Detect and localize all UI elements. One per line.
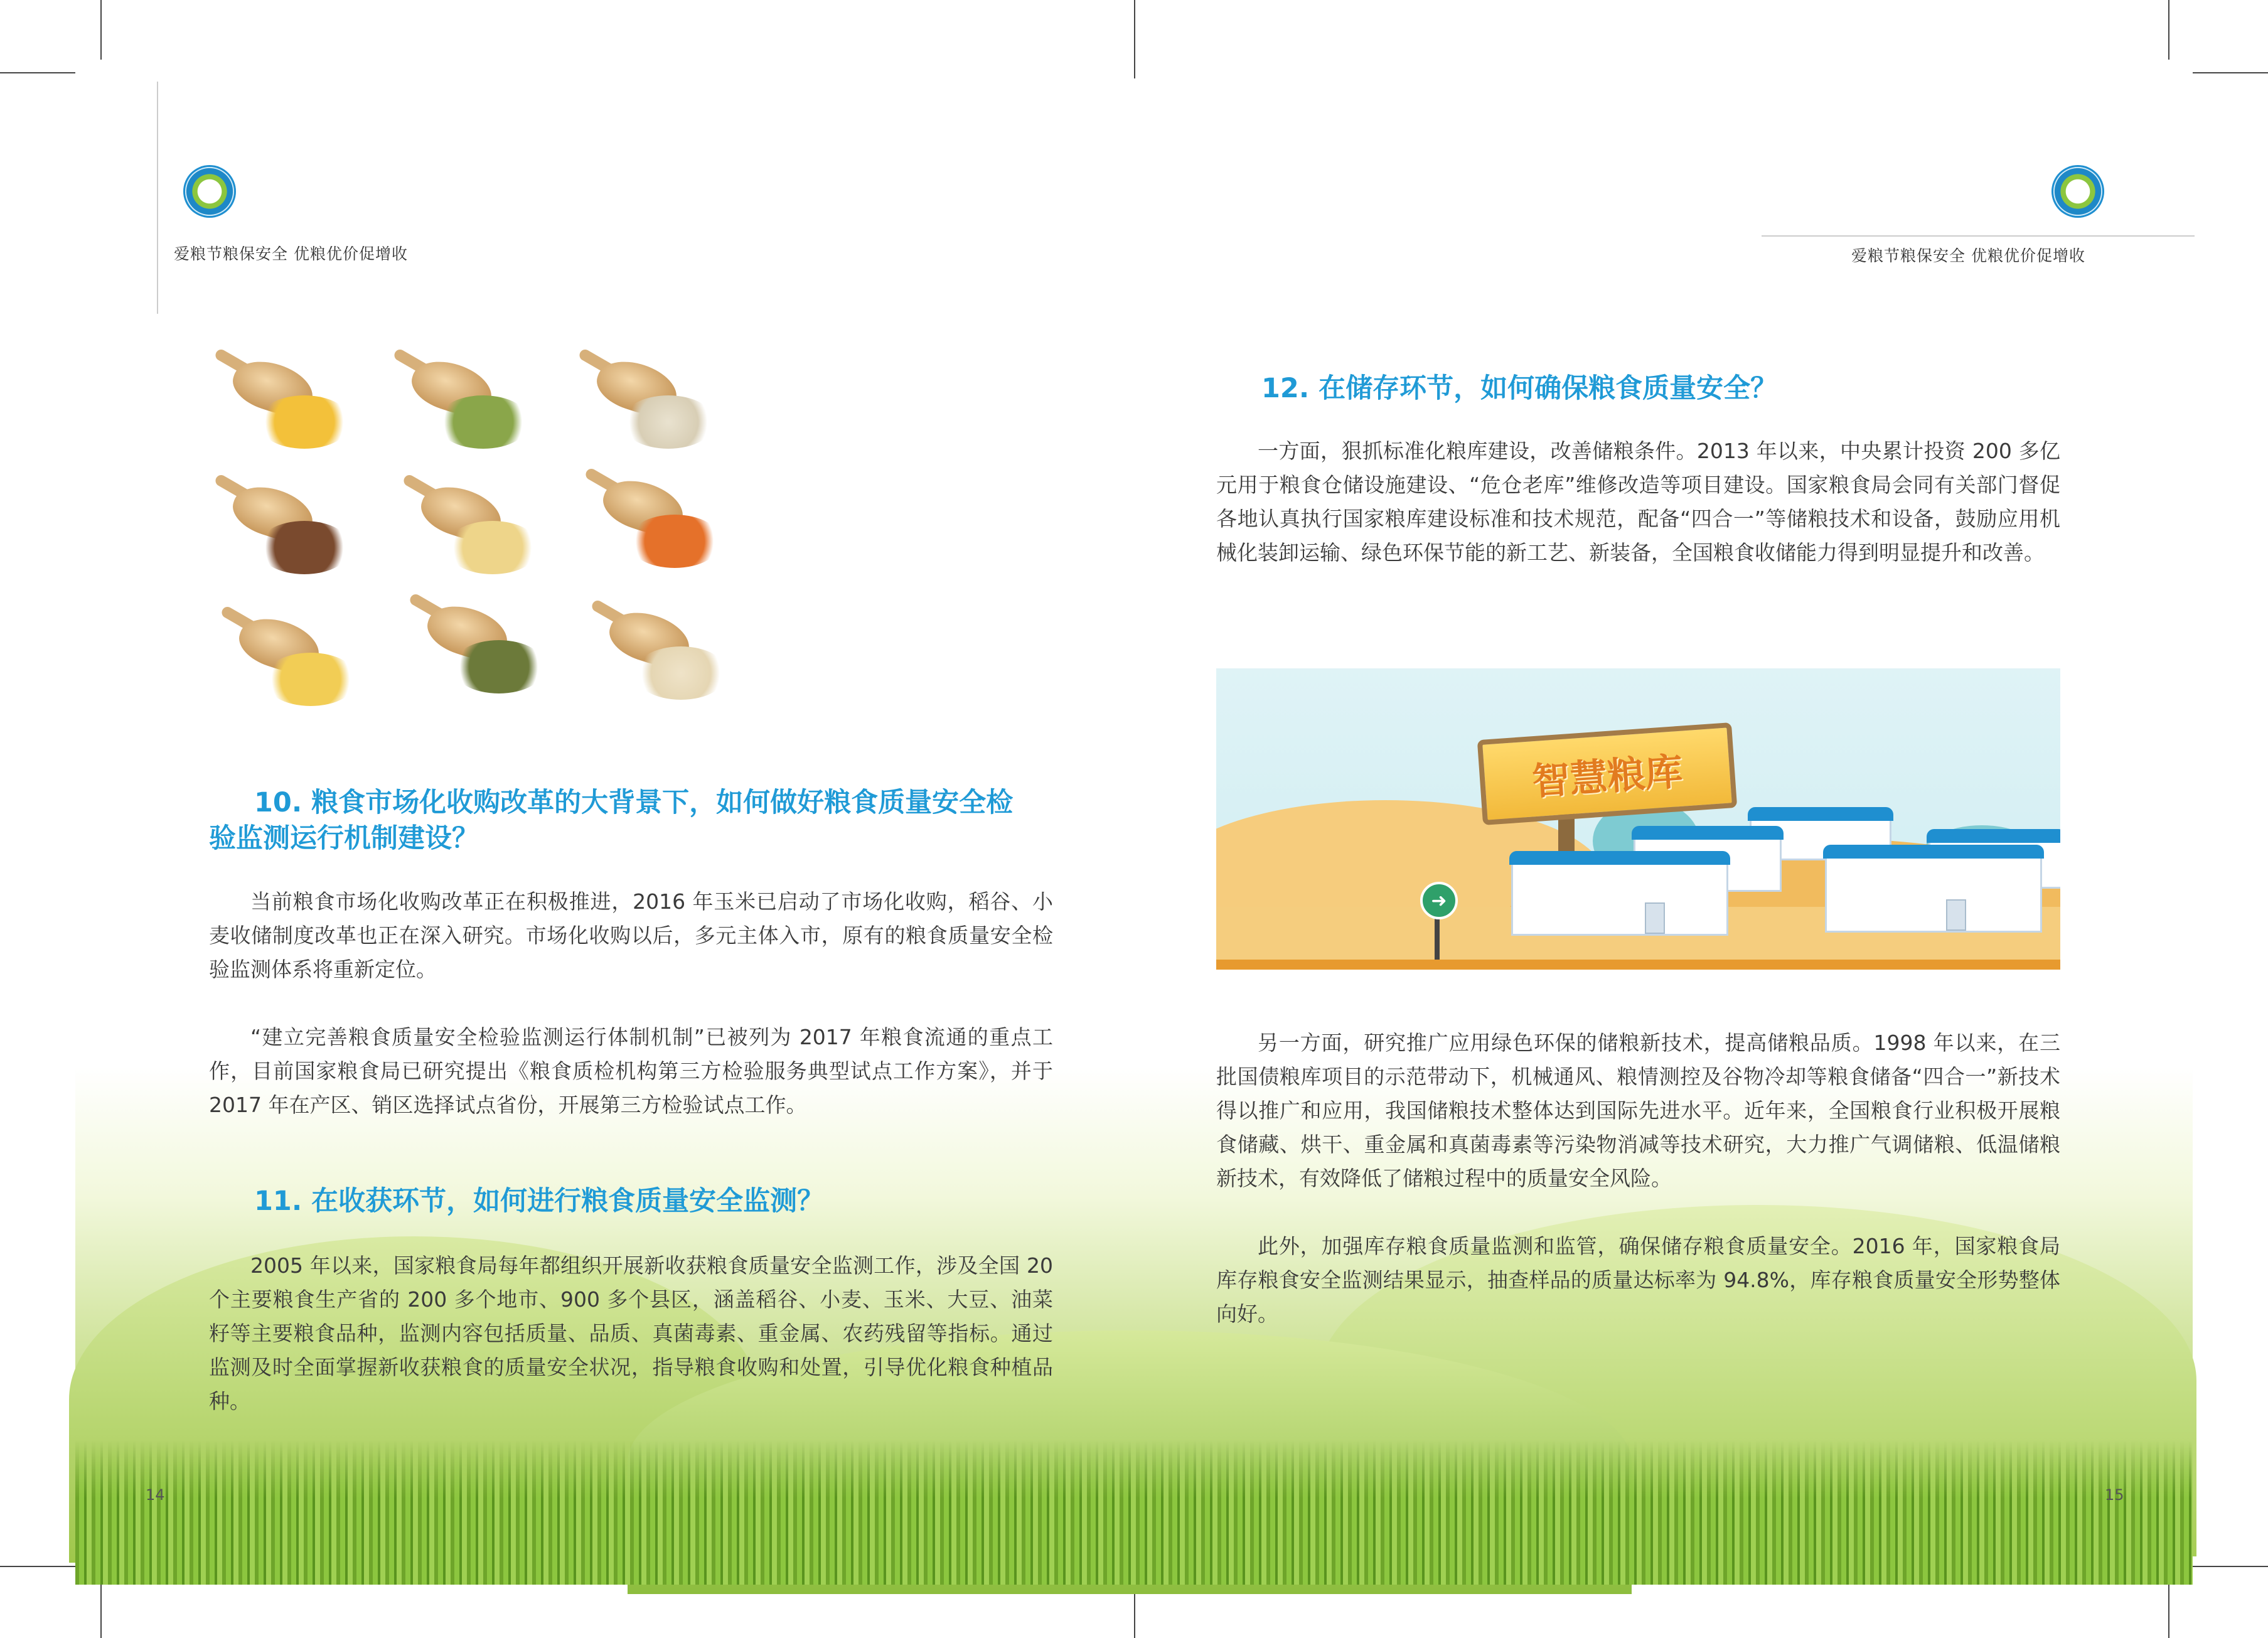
header-slogan: 爱粮节粮保安全 优粮优价促增收: [174, 245, 408, 263]
paragraph: 当前粮食市场化收购改革正在积极推进，2016 年玉米已启动了市场化收购，稻谷、小麦收储制度改革也正在深入研究。市场化收购以后，多元主体入市，原有的粮食质量安全检验监测体系将重新定位。: [209, 889, 1053, 982]
section-10-body: [209, 885, 1053, 1122]
grain-scoop: [220, 609, 364, 715]
grain-logo-icon: [183, 165, 236, 218]
page-number: 15: [2105, 1486, 2124, 1504]
section-12-title: 12. 在储存环节，如何确保粮食质量安全？: [1261, 373, 1778, 404]
paragraph: 2005 年以来，国家粮食局每年都组织开展新收获粮食质量安全监测工作，涉及全国 20 个主要粮食生产省的 200 多个地市、900 多个县区，涵盖稻谷、小麦、玉米、大豆、油菜籽等主要粮食品种，监测内容包括质量、品质、真菌毒素、重金属、农药残留等指标。通过监测及时全面掌握新收获粮食的质量安全状况，指导粮食收购和处置，引导优化粮食种植品种。: [209, 1253, 1053, 1413]
grain-scoop: [590, 602, 734, 709]
grain-logo-icon: [2051, 165, 2104, 218]
paragraph: 一方面，狠抓标准化粮库建设，改善储粮条件。2013 年以来，中央累计投资 200 多亿元用于粮食仓储设施建设、“危仓老库”维修改造等项目建设。国家粮食局会同有关部门督促各地认真执行国家粮库建设标准和技术规范，配备“四合一”等储粮技术和设备，鼓励应用机械化装卸运输、绿色环保节能的新工艺、新装备，全国粮食收储能力得到明显提升和改善。: [1216, 439, 2060, 565]
arrow-sign-post: [1435, 913, 1440, 963]
grain-scoop: [408, 596, 552, 703]
section-11-body: [209, 1249, 1053, 1418]
grain-scoop: [584, 471, 728, 577]
grain-scoops-photo: [201, 339, 741, 728]
grain-scoop: [392, 351, 537, 458]
section-10-title-line1: 10. 粮食市场化收购改革的大背景下，如何做好粮食质量安全检: [254, 787, 1014, 818]
granary-building: [1825, 857, 2042, 933]
paragraph: 另一方面，研究推广应用绿色环保的储粮新技术，提高储粮品质。1998 年以来，在三批国债粮库项目的示范带动下，机械通风、粮情测控及谷物冷却等粮食储备“四合一”新技术得以推广和应用，我国储粮技术整体达到国际先进水平。近年来，全国粮食行业积极开展粮食储藏、烘干、重金属和真菌毒素等污染物消减等技术研究，大力推广气调储粮、低温储粮新技术，有效降低了储粮过程中的质量安全风险。: [1216, 1030, 2060, 1191]
smart-granary-illustration: [1216, 668, 2060, 970]
arrow-right-icon: ➜: [1420, 882, 1458, 919]
grain-scoop: [213, 351, 358, 458]
section-12-body-part2: [1216, 1026, 2060, 1331]
header-slogan: 爱粮节粮保安全 优粮优价促增收: [1851, 247, 2085, 265]
grain-scoop: [577, 351, 722, 458]
paragraph: 此外，加强库存粮食质量监测和监管，确保储存粮食质量安全。2016 年，国家粮食局库存粮食安全监测结果显示，抽查样品的质量达标率为 94.8%，库存粮食质量安全形势整体向好。: [1216, 1234, 2060, 1326]
smart-granary-sign: 智慧粮库: [1477, 722, 1737, 825]
section-10-title-line2: 验监测运行机制建设？: [209, 823, 479, 854]
header-rule: [1762, 235, 2195, 237]
section-12-body-part1: [1216, 434, 2060, 570]
granary-building: [1511, 863, 1728, 936]
page-number: 14: [146, 1486, 165, 1504]
paragraph: “建立完善粮食质量安全检验监测运行体制机制”已被列为 2017 年粮食流通的重点工作，目前国家粮食局已研究提出《粮食质检机构第三方检验服务典型试点工作方案》，并于 2017 年在产区、销区选择试点省份，开展第三方检验试点工作。: [209, 1025, 1053, 1117]
grain-scoop: [213, 477, 358, 584]
section-11-title: 11. 在收获环节，如何进行粮食质量安全监测？: [254, 1186, 825, 1217]
grain-scoop: [402, 477, 546, 584]
